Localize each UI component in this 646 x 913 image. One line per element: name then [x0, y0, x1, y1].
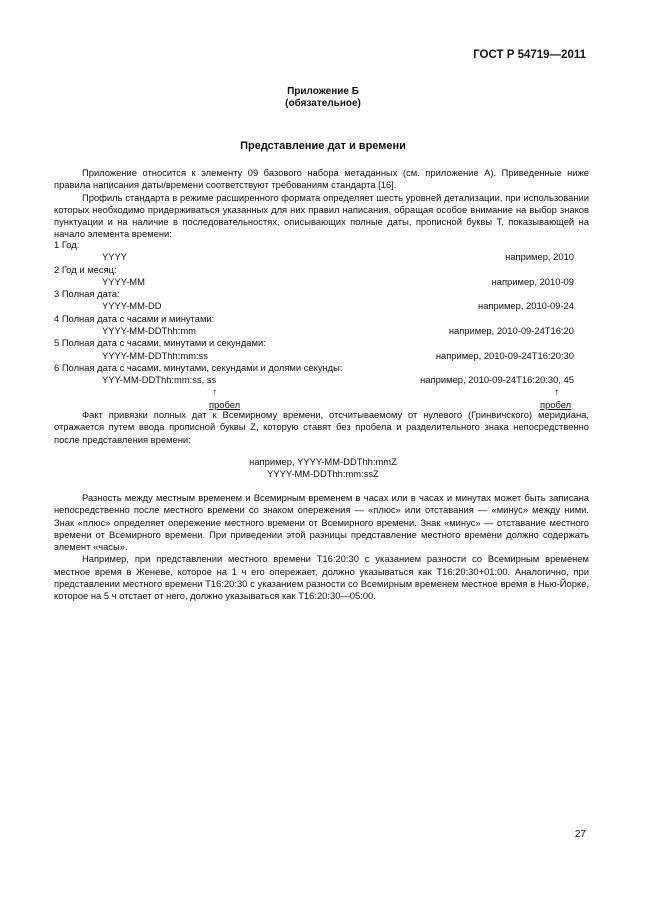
utc-block	[54, 409, 589, 446]
level-label: 6 Полная дата с часами, минутами, секундами и долями секунды:	[54, 361, 343, 373]
intro-block	[54, 167, 589, 241]
up-arrow-icon: ↑	[554, 386, 559, 398]
page-number: 27	[574, 829, 586, 840]
level-label: 2 Год и месяц:	[54, 263, 117, 275]
level-row	[54, 325, 574, 337]
level-row	[54, 251, 574, 263]
level-example: например, 2010	[505, 251, 574, 263]
utc-example-1: например, YYYY-MM-DDThh:mmZ	[249, 456, 397, 467]
level-label: 5 Полная дата с часами, минутами и секундами:	[54, 337, 266, 349]
intro-paragraph-1: Приложение относится к элементу 09 базового набора метаданных (см. приложение А). Приведенные ниже правила написания даты/времени соответствуют требованиям стандарта [16].	[54, 167, 589, 191]
space-label: пробел	[209, 398, 241, 410]
space-arrows	[54, 387, 574, 399]
level-example: например, 2010-09	[491, 275, 574, 287]
level-format: YYYY-MM-DDThh:mm:ss	[102, 349, 208, 361]
level-example: например, 2010-09-24Т16:20	[448, 325, 574, 337]
level-label: 3 Полная дата:	[54, 288, 120, 300]
document-id: ГОСТ Р 54719—2011	[473, 49, 586, 61]
offset-paragraph-1: Разность между местным временем и Всемирным временем в часах или в часах и минутах может быть записана непосредственно после местного времени со знаком опережения — «плюс» или отставания — «минус» между ними. Знак «плюс» определяет опережение местного времени от Всемирного времени. Знак «минус» — отставание местного времени от Всемирного времени. При приведении этой разницы представление местного времени должно содержать элемент «часы».	[54, 492, 589, 553]
level-row	[54, 350, 574, 362]
intro-paragraph-2: Профиль стандарта в режиме расширенного формата определяет шесть уровней детализации, при использовании которых необходимо придерживаться указанных для них правил написания, обращая особое внимание на выбор знаков пунктуации и на наличие в последовательностях, описывающих полные даты, прописной буквы Т, показывающей на начало элемента времени:	[54, 191, 589, 240]
utc-examples	[0, 456, 646, 481]
annex-subtitle: (обязательное)	[285, 98, 361, 109]
level-example: например, 2010-09-24	[478, 300, 574, 312]
level-example: например, 2010-09-24Т16:20:30, 45	[420, 374, 574, 386]
level-label: 4 Полная дата с часами и минутами:	[54, 312, 215, 324]
utc-paragraph: Факт привязки полных дат к Всемирному времени, отсчитываемому от нулевого (Гринвичского) меридиана, отражается путем ввода прописной буквы Z, которую ставят без пробела и разделительного знака непосредственно после представления времени:	[54, 409, 589, 445]
level-label: 1 Год:	[54, 239, 80, 250]
detail-levels-list	[54, 239, 574, 411]
annex-title: Приложение Б	[287, 86, 359, 97]
level-format: YYYY-MM-DDThh:mm	[102, 325, 196, 337]
section-title: Представление дат и времени	[240, 140, 406, 152]
up-arrow-icon: ↑	[212, 386, 217, 398]
level-format: YYYY-MM-DD	[102, 300, 162, 312]
level-row	[54, 374, 574, 386]
level-format: YYY-MM-DDThh:mm:ss, ss	[102, 374, 217, 386]
space-label: пробел	[540, 398, 572, 410]
level-format: YYYY-MM	[102, 275, 145, 287]
level-format: YYYY	[102, 251, 128, 263]
utc-example-2: YYYY-MM-DDThh:mm:ssZ	[267, 468, 379, 480]
offset-paragraph-2: Например, при представлении местного времени Т16:20:30 с указанием разности со Всемирным временем местное время в Женеве, которое на 1 ч его опережает, должно указываться как Т16:20:30+01:00. Аналогично, при представлении местного времени Т16:20:30 с указанием разности со Всемирным временем местное время в Нью-Йорке, которое на 5 ч отстает от него, должно указываться как Т16:20:30—05:00.	[54, 553, 589, 602]
level-example: например, 2010-09-24Т16:20:30	[435, 349, 574, 361]
offset-block	[54, 492, 589, 603]
level-row	[54, 300, 574, 312]
level-row	[54, 276, 574, 288]
